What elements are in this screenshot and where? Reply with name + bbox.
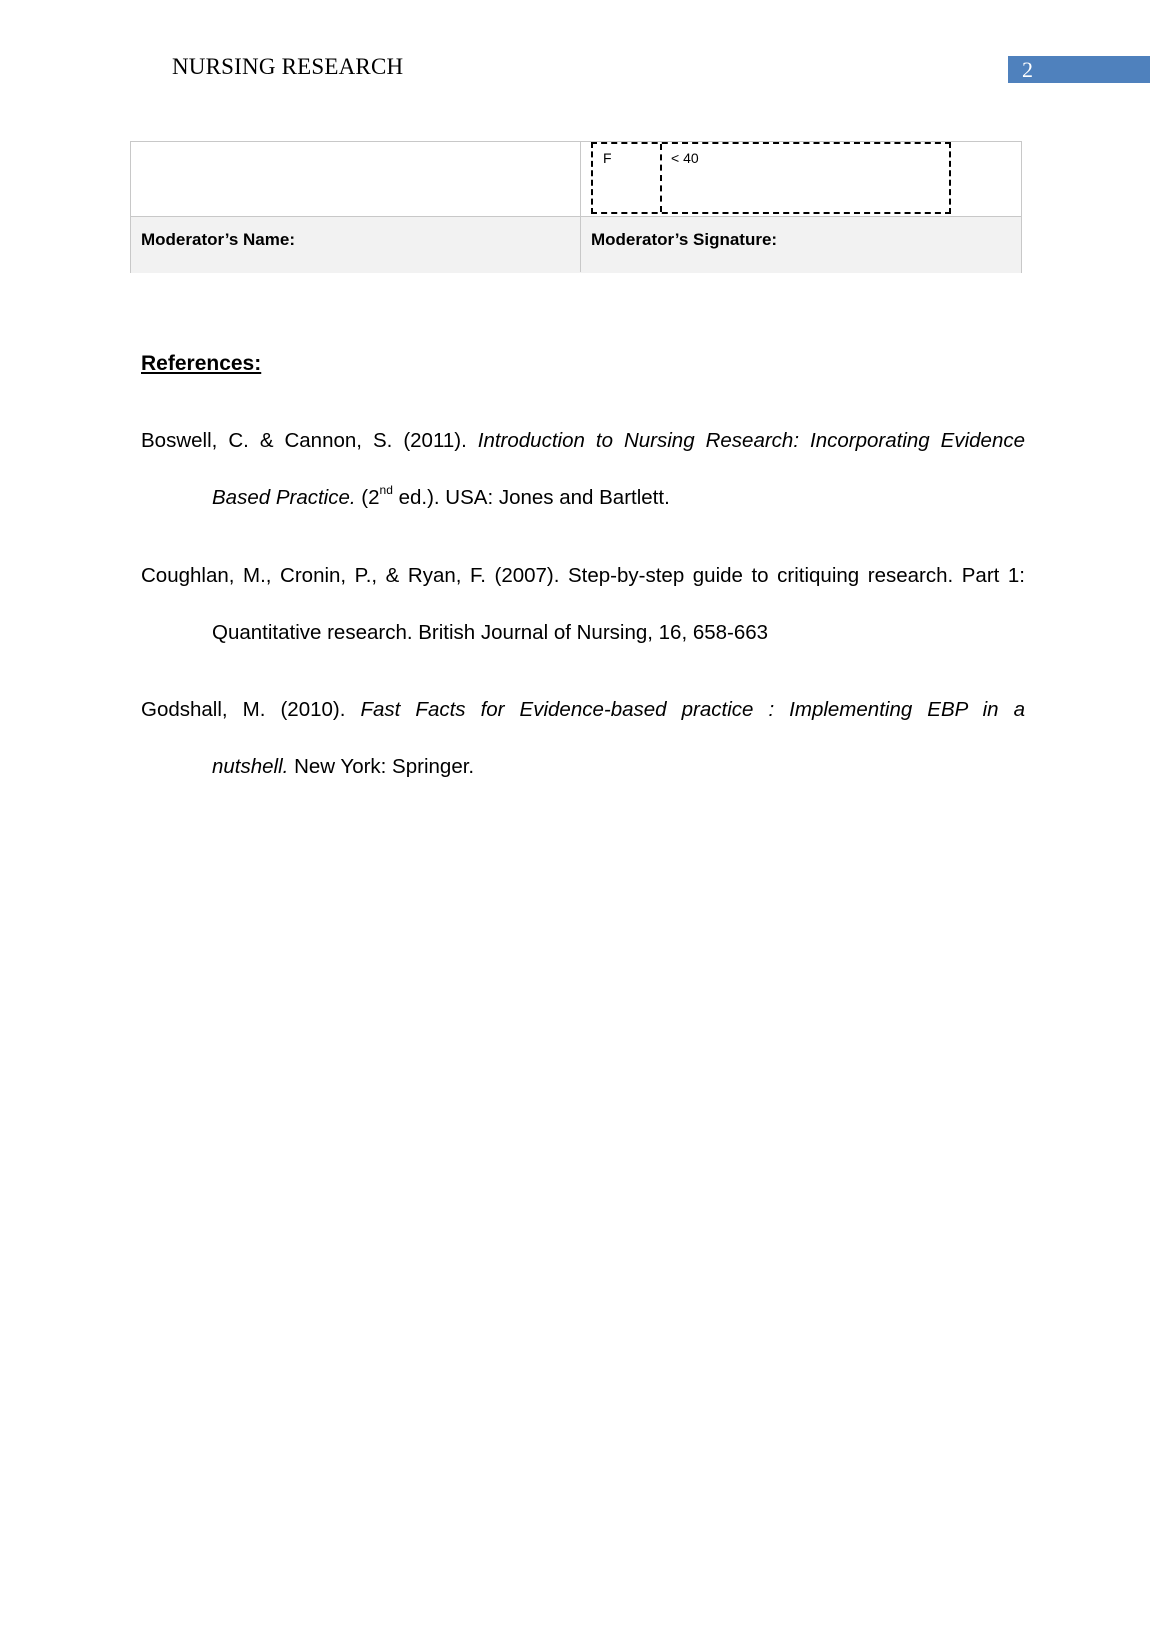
- table-column-divider: [580, 142, 581, 272]
- reference-publisher: New York: Springer.: [294, 755, 475, 778]
- moderator-name-label: Moderator’s Name:: [141, 230, 295, 249]
- reference-title-cont: Based Practice.: [212, 486, 356, 509]
- reference-title: Fast Facts for Evidence-based practice : Implementing EBP in a: [360, 698, 1025, 721]
- reference-line: [141, 412, 1025, 469]
- reference-authors: Boswell, C. & Cannon, S. (2011).: [141, 429, 467, 452]
- table-row-divider: [131, 216, 1021, 217]
- reference-entry: [141, 681, 1025, 795]
- reference-edition: (2: [361, 486, 380, 509]
- reference-title: Introduction to Nursing Research: Incorporating Evidence: [477, 429, 1025, 452]
- reference-edition-sup: nd: [379, 483, 393, 498]
- reference-continuation: [141, 469, 1025, 526]
- grade-range: < 40: [671, 150, 699, 166]
- grade-band-divider: [660, 144, 662, 212]
- grade-letter: F: [603, 150, 612, 166]
- reference-entry: [141, 412, 1025, 526]
- references-heading: References:: [141, 352, 262, 375]
- reference-continuation: [141, 738, 1025, 795]
- page-number-badge: 2: [1008, 56, 1150, 83]
- reference-title-cont: nutshell.: [212, 755, 289, 778]
- moderator-signature-label: Moderator’s Signature:: [591, 230, 778, 249]
- moderation-table: [130, 141, 1022, 273]
- reference-publisher: ed.). USA: Jones and Bartlett.: [398, 486, 670, 509]
- reference-entry: [141, 547, 1025, 661]
- grade-band-box: [591, 142, 951, 214]
- reference-authors: Godshall, M. (2010).: [141, 698, 346, 721]
- running-header-title: NURSING RESEARCH: [172, 54, 404, 79]
- reference-continuation: Quantitative research. British Journal of Nursing, 16, 658-663: [212, 621, 769, 644]
- reference-line: [141, 681, 1025, 738]
- reference-line: Coughlan, M., Cronin, P., & Ryan, F. (2007). Step-by-step guide to critiquing research. Part 1:: [141, 564, 1025, 587]
